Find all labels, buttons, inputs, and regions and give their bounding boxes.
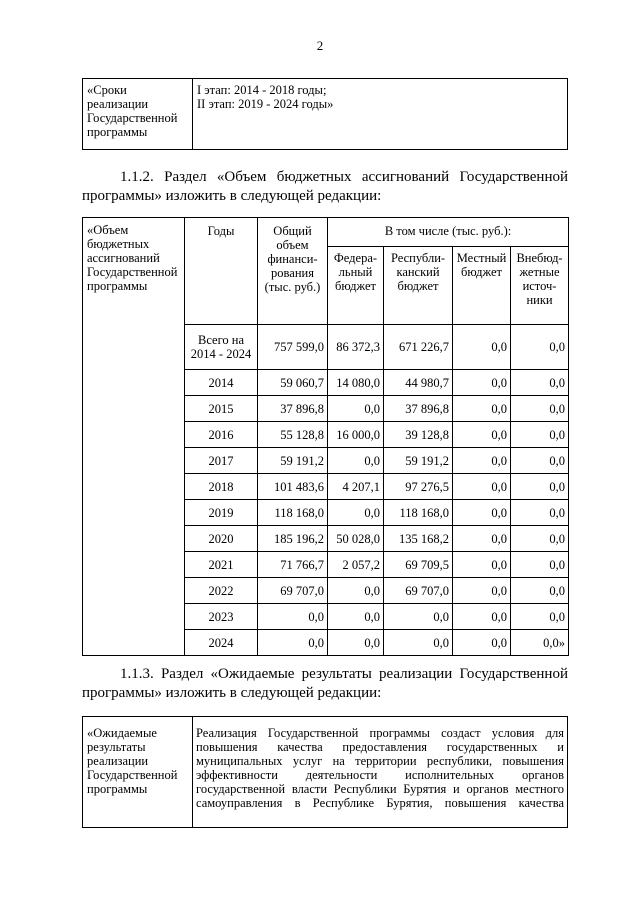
results-text-line: Реализация Государственной программы создаст условия для bbox=[196, 726, 564, 740]
total-cell: 69 707,0 bbox=[258, 578, 328, 604]
results-text-line: повышения качества предоставления государственных и bbox=[196, 740, 564, 754]
results-label-line: «Ожидаемые bbox=[87, 726, 157, 740]
republic-cell: 671 226,7 bbox=[384, 325, 453, 370]
local-cell: 0,0 bbox=[453, 474, 511, 500]
period-label-line: программы bbox=[87, 125, 148, 139]
extra-cell: 0,0 bbox=[511, 500, 569, 526]
extra-budget-header-line: Внебюд- bbox=[516, 251, 563, 265]
year-cell bbox=[185, 474, 258, 500]
federal-cell: 2 057,2 bbox=[328, 552, 384, 578]
extra-cell: 0,0 bbox=[511, 448, 569, 474]
including-header-text: В том числе (тыс. руб.): bbox=[384, 224, 512, 238]
years-header-text: Годы bbox=[207, 224, 235, 238]
local-cell: 0,0 bbox=[453, 630, 511, 656]
federal-cell: 14 080,0 bbox=[328, 370, 384, 396]
program-label-line: «Объем bbox=[87, 223, 129, 237]
extra-cell: 0,0 bbox=[511, 370, 569, 396]
local-cell: 0,0 bbox=[453, 325, 511, 370]
implementation-period-table bbox=[82, 78, 568, 150]
results-text-line: муниципальных услуг на территории республики, повышения bbox=[196, 754, 564, 768]
local-cell: 0,0 bbox=[453, 604, 511, 630]
republic-cell: 118 168,0 bbox=[384, 500, 453, 526]
program-label-line: бюджетных bbox=[87, 237, 150, 251]
year-cell bbox=[185, 422, 258, 448]
republic-cell: 97 276,5 bbox=[384, 474, 453, 500]
year-line: 2024 bbox=[208, 635, 234, 650]
including-header bbox=[328, 218, 569, 247]
local-cell: 0,0 bbox=[453, 422, 511, 448]
year-line: 2020 bbox=[208, 531, 234, 546]
year-cell bbox=[185, 325, 258, 370]
program-label-cell bbox=[83, 218, 185, 656]
page-number: 2 bbox=[316, 38, 324, 53]
expected-results-table bbox=[82, 716, 568, 828]
total-cell: 757 599,0 bbox=[258, 325, 328, 370]
extra-budget-header-line: источ- bbox=[522, 279, 557, 293]
heading-line: 1.1.3. Раздел «Ожидаемые результаты реализации Государственной bbox=[120, 666, 568, 682]
local-cell: 0,0 bbox=[453, 552, 511, 578]
extra-cell: 0,0 bbox=[511, 552, 569, 578]
extra-cell: 0,0 bbox=[511, 325, 569, 370]
extra-cell: 0,0 bbox=[511, 578, 569, 604]
total-cell: 59 060,7 bbox=[258, 370, 328, 396]
local-cell: 0,0 bbox=[453, 578, 511, 604]
period-label-line: реализации bbox=[87, 97, 149, 111]
republic-cell: 69 707,0 bbox=[384, 578, 453, 604]
extra-cell: 0,0» bbox=[511, 630, 569, 656]
section-heading-1-1-2 bbox=[82, 168, 568, 206]
year-line: 2022 bbox=[208, 583, 234, 598]
years-header bbox=[185, 218, 258, 325]
federal-cell: 0,0 bbox=[328, 448, 384, 474]
federal-cell: 4 207,1 bbox=[328, 474, 384, 500]
extra-budget-header-line: жетные bbox=[519, 265, 560, 279]
local-header-line: Местный bbox=[456, 251, 507, 265]
federal-cell: 0,0 bbox=[328, 500, 384, 526]
year-cell bbox=[185, 552, 258, 578]
total-cell: 0,0 bbox=[258, 630, 328, 656]
republic-cell: 44 980,7 bbox=[384, 370, 453, 396]
total-cell: 118 168,0 bbox=[258, 500, 328, 526]
program-label-line: программы bbox=[87, 279, 148, 293]
results-text-line: самоуправления в Республике Бурятия, повышения качества bbox=[196, 796, 564, 810]
total-cell: 101 483,6 bbox=[258, 474, 328, 500]
republic-header-line: бюджет bbox=[397, 279, 439, 293]
federal-cell: 0,0 bbox=[328, 604, 384, 630]
extra-cell: 0,0 bbox=[511, 526, 569, 552]
local-header-line: бюджет bbox=[461, 265, 502, 279]
year-cell bbox=[185, 396, 258, 422]
year-line: 2016 bbox=[208, 427, 234, 442]
republic-header-line: канский bbox=[396, 265, 440, 279]
stage-2-text: II этап: 2019 - 2024 годы» bbox=[197, 97, 334, 111]
year-line: 2021 bbox=[208, 557, 234, 572]
federal-header bbox=[328, 247, 384, 325]
period-label-line: Государственной bbox=[87, 111, 178, 125]
year-line: 2014 bbox=[208, 375, 234, 390]
program-label-line: ассигнований bbox=[87, 251, 160, 265]
results-text-line: государственной власти Республики Бурятия и органов местного bbox=[196, 782, 564, 796]
total-cell: 55 128,8 bbox=[258, 422, 328, 448]
republic-cell: 37 896,8 bbox=[384, 396, 453, 422]
total-cell: 59 191,2 bbox=[258, 448, 328, 474]
total-cell: 0,0 bbox=[258, 604, 328, 630]
program-label-line: Государственной bbox=[87, 265, 178, 279]
extra-cell: 0,0 bbox=[511, 604, 569, 630]
year-cell bbox=[185, 526, 258, 552]
total-header-line: (тыс. руб.) bbox=[264, 280, 321, 294]
republic-cell: 69 709,5 bbox=[384, 552, 453, 578]
federal-cell: 0,0 bbox=[328, 578, 384, 604]
local-cell: 0,0 bbox=[453, 448, 511, 474]
year-line: 2018 bbox=[208, 479, 234, 494]
federal-cell: 50 028,0 bbox=[328, 526, 384, 552]
year-line: 2019 bbox=[208, 505, 234, 520]
heading-line: 1.1.2. Раздел «Объем бюджетных ассигнований Государственной bbox=[120, 169, 568, 185]
section-heading-1-1-3 bbox=[82, 665, 568, 703]
total-header-line: Общий bbox=[273, 224, 312, 238]
year-line: 2014 - 2024 bbox=[190, 347, 252, 361]
total-header-line: объем bbox=[276, 238, 309, 252]
local-cell: 0,0 bbox=[453, 526, 511, 552]
budget-allocation-table bbox=[82, 217, 569, 656]
republic-cell: 59 191,2 bbox=[384, 448, 453, 474]
republic-header bbox=[384, 247, 453, 325]
total-cell: 71 766,7 bbox=[258, 552, 328, 578]
year-line: 2023 bbox=[208, 609, 234, 624]
results-label-line: Государственной bbox=[87, 768, 178, 782]
results-label-line: программы bbox=[87, 782, 148, 796]
year-cell bbox=[185, 578, 258, 604]
results-label-line: результаты bbox=[87, 740, 146, 754]
federal-header-line: бюджет bbox=[335, 279, 376, 293]
results-text-cell bbox=[193, 717, 568, 828]
year-cell bbox=[185, 630, 258, 656]
extra-cell: 0,0 bbox=[511, 474, 569, 500]
heading-line: программы» изложить в следующей редакции: bbox=[82, 188, 382, 204]
period-label-cell bbox=[83, 79, 193, 150]
year-cell bbox=[185, 370, 258, 396]
total-cell: 37 896,8 bbox=[258, 396, 328, 422]
extra-cell: 0,0 bbox=[511, 422, 569, 448]
total-header bbox=[258, 218, 328, 325]
federal-cell: 0,0 bbox=[328, 396, 384, 422]
republic-cell: 0,0 bbox=[384, 604, 453, 630]
republic-cell: 135 168,2 bbox=[384, 526, 453, 552]
local-header bbox=[453, 247, 511, 325]
period-value-cell bbox=[193, 79, 568, 150]
federal-header-line: льный bbox=[338, 265, 373, 279]
year-cell bbox=[185, 604, 258, 630]
federal-cell: 16 000,0 bbox=[328, 422, 384, 448]
year-cell bbox=[185, 500, 258, 526]
federal-cell: 0,0 bbox=[328, 630, 384, 656]
total-header-line: финанси- bbox=[267, 252, 318, 266]
local-cell: 0,0 bbox=[453, 500, 511, 526]
year-line: Всего на bbox=[197, 333, 244, 347]
extra-cell: 0,0 bbox=[511, 396, 569, 422]
total-cell: 185 196,2 bbox=[258, 526, 328, 552]
year-line: 2017 bbox=[208, 453, 234, 468]
federal-cell: 86 372,3 bbox=[328, 325, 384, 370]
extra-budget-header bbox=[511, 247, 569, 325]
federal-header-line: Федера- bbox=[333, 251, 378, 265]
results-text-line: эффективности деятельности исполнительных органов bbox=[196, 768, 564, 782]
year-line: 2015 bbox=[208, 401, 234, 416]
results-label-cell bbox=[83, 717, 193, 828]
total-header-line: рования bbox=[271, 266, 314, 280]
local-cell: 0,0 bbox=[453, 396, 511, 422]
year-cell bbox=[185, 448, 258, 474]
republic-cell: 0,0 bbox=[384, 630, 453, 656]
heading-line: программы» изложить в следующей редакции: bbox=[82, 685, 382, 701]
stage-1-text: I этап: 2014 - 2018 годы; bbox=[197, 83, 327, 97]
local-cell: 0,0 bbox=[453, 370, 511, 396]
period-label-line: «Сроки bbox=[87, 83, 127, 97]
republic-header-line: Республи- bbox=[390, 251, 446, 265]
results-label-line: реализации bbox=[87, 754, 149, 768]
republic-cell: 39 128,8 bbox=[384, 422, 453, 448]
extra-budget-header-line: ники bbox=[526, 293, 553, 307]
